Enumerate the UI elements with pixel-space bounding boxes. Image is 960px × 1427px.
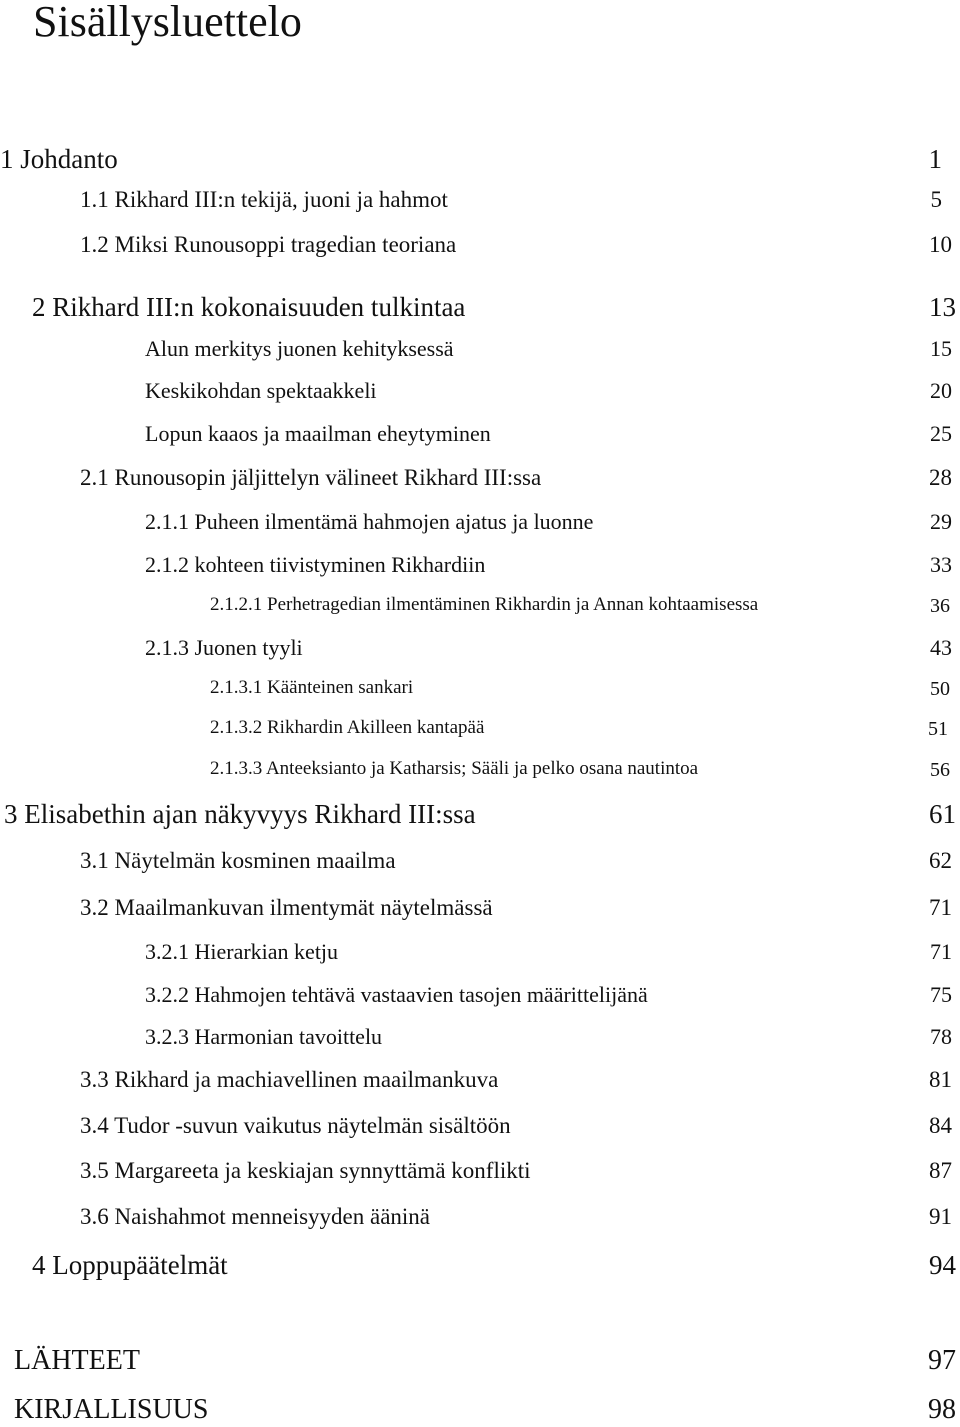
toc-entry-page: 98 bbox=[928, 1394, 956, 1425]
toc-entry-label: 2.1.3.2 Rikhardin Akilleen kantapää bbox=[210, 717, 485, 738]
toc-entry-page: 62 bbox=[929, 848, 952, 873]
toc-entry-label: Lopun kaaos ja maailman eheytyminen bbox=[145, 421, 491, 446]
toc-entry-label: 2.1.3.1 Käänteinen sankari bbox=[210, 677, 414, 698]
toc-entry-page: 28 bbox=[929, 465, 952, 490]
toc-entry-label: Alun merkitys juonen kehityksessä bbox=[145, 336, 454, 361]
toc-entry-page: 50 bbox=[930, 678, 950, 700]
toc-entry-label: 1.2 Miksi Runousoppi tragedian teoriana bbox=[80, 232, 457, 257]
toc-entry-label: 3.2.1 Hierarkian ketju bbox=[145, 939, 339, 964]
toc-entry-label: 2.1.1 Puheen ilmentämä hahmojen ajatus ja luonne bbox=[145, 509, 594, 534]
toc-entry-page: 71 bbox=[929, 895, 952, 920]
toc-entry-label: 2.1.3.3 Anteeksianto ja Katharsis; Sääli ja pelko osana nautintoa bbox=[210, 758, 699, 779]
toc-entry-page: 25 bbox=[930, 421, 952, 446]
toc-entry-label: 2.1.2 kohteen tiivistyminen Rikhardiin bbox=[145, 552, 486, 577]
toc-entry-label: Keskikohdan spektaakkeli bbox=[145, 378, 377, 403]
toc-entry-page: 81 bbox=[929, 1067, 952, 1092]
toc-entry-label: KIRJALLISUUS bbox=[14, 1394, 209, 1425]
toc-entry-page: 33 bbox=[930, 552, 952, 577]
toc-entry-page: 43 bbox=[930, 635, 952, 660]
toc-entry-label: 1.1 Rikhard III:n tekijä, juoni ja hahmot bbox=[80, 187, 448, 212]
toc-entry-label: 3.3 Rikhard ja machiavellinen maailmankuva bbox=[80, 1067, 499, 1092]
toc-entry-page: 97 bbox=[928, 1345, 956, 1376]
toc-entry-page: 36 bbox=[930, 595, 950, 617]
toc-entry-page: 94 bbox=[929, 1250, 956, 1280]
toc-entry-label: 2.1.3 Juonen tyyli bbox=[145, 635, 303, 660]
toc-entry-label: 2.1.2.1 Perhetragedian ilmentäminen Rikhardin ja Annan kohtaamisessa bbox=[210, 594, 759, 615]
toc-entry-page: 13 bbox=[929, 292, 956, 322]
toc-entry-page: 5 bbox=[930, 187, 942, 212]
toc-entry-label: 3.5 Margareeta ja keskiajan synnyttämä konflikti bbox=[80, 1158, 531, 1183]
toc-entry-page: 78 bbox=[930, 1024, 952, 1049]
toc-entry-page: 61 bbox=[929, 799, 956, 829]
toc-entry-label: 3.1 Näytelmän kosminen maailma bbox=[80, 848, 396, 873]
toc-entry-label: 3.2.3 Harmonian tavoittelu bbox=[145, 1024, 383, 1049]
toc-entry-label: 3.2.2 Hahmojen tehtävä vastaavien tasojen määrittelijänä bbox=[145, 982, 648, 1007]
toc-entry-page: 84 bbox=[929, 1113, 952, 1138]
toc-entry-page: 56 bbox=[930, 759, 950, 781]
toc-entry-label: 2 Rikhard III:n kokonaisuuden tulkintaa bbox=[32, 292, 466, 322]
toc-entry-label: 2.1 Runousopin jäljittelyn välineet Rikhard III:ssa bbox=[80, 465, 542, 490]
toc-entry-label: 3.2 Maailmankuvan ilmentymät näytelmässä bbox=[80, 895, 493, 920]
toc-entry-page: 1 bbox=[928, 144, 942, 174]
toc-entry-page: 10 bbox=[929, 232, 952, 257]
toc-entry-page: 71 bbox=[930, 939, 952, 964]
toc-entry-page: 51 bbox=[928, 718, 948, 740]
toc-entry-page: 20 bbox=[930, 378, 952, 403]
page-title: Sisällysluettelo bbox=[33, 0, 302, 46]
toc-entry-label: 3.4 Tudor -suvun vaikutus näytelmän sisältöön bbox=[80, 1113, 511, 1138]
toc-entry-label: 1 Johdanto bbox=[0, 144, 118, 174]
toc-entry-page: 29 bbox=[930, 509, 952, 534]
toc-entry-page: 87 bbox=[929, 1158, 952, 1183]
toc-entry-label: 4 Loppupäätelmät bbox=[32, 1250, 228, 1280]
toc-entry-label: 3 Elisabethin ajan näkyvyys Rikhard III:ssa bbox=[4, 799, 476, 829]
toc-entry-page: 91 bbox=[929, 1204, 952, 1229]
toc-entry-label: LÄHTEET bbox=[14, 1345, 140, 1376]
toc-entry-label: 3.6 Naishahmot menneisyyden ääninä bbox=[80, 1204, 431, 1229]
toc-entry-page: 15 bbox=[930, 336, 952, 361]
toc-entry-page: 75 bbox=[930, 982, 952, 1007]
